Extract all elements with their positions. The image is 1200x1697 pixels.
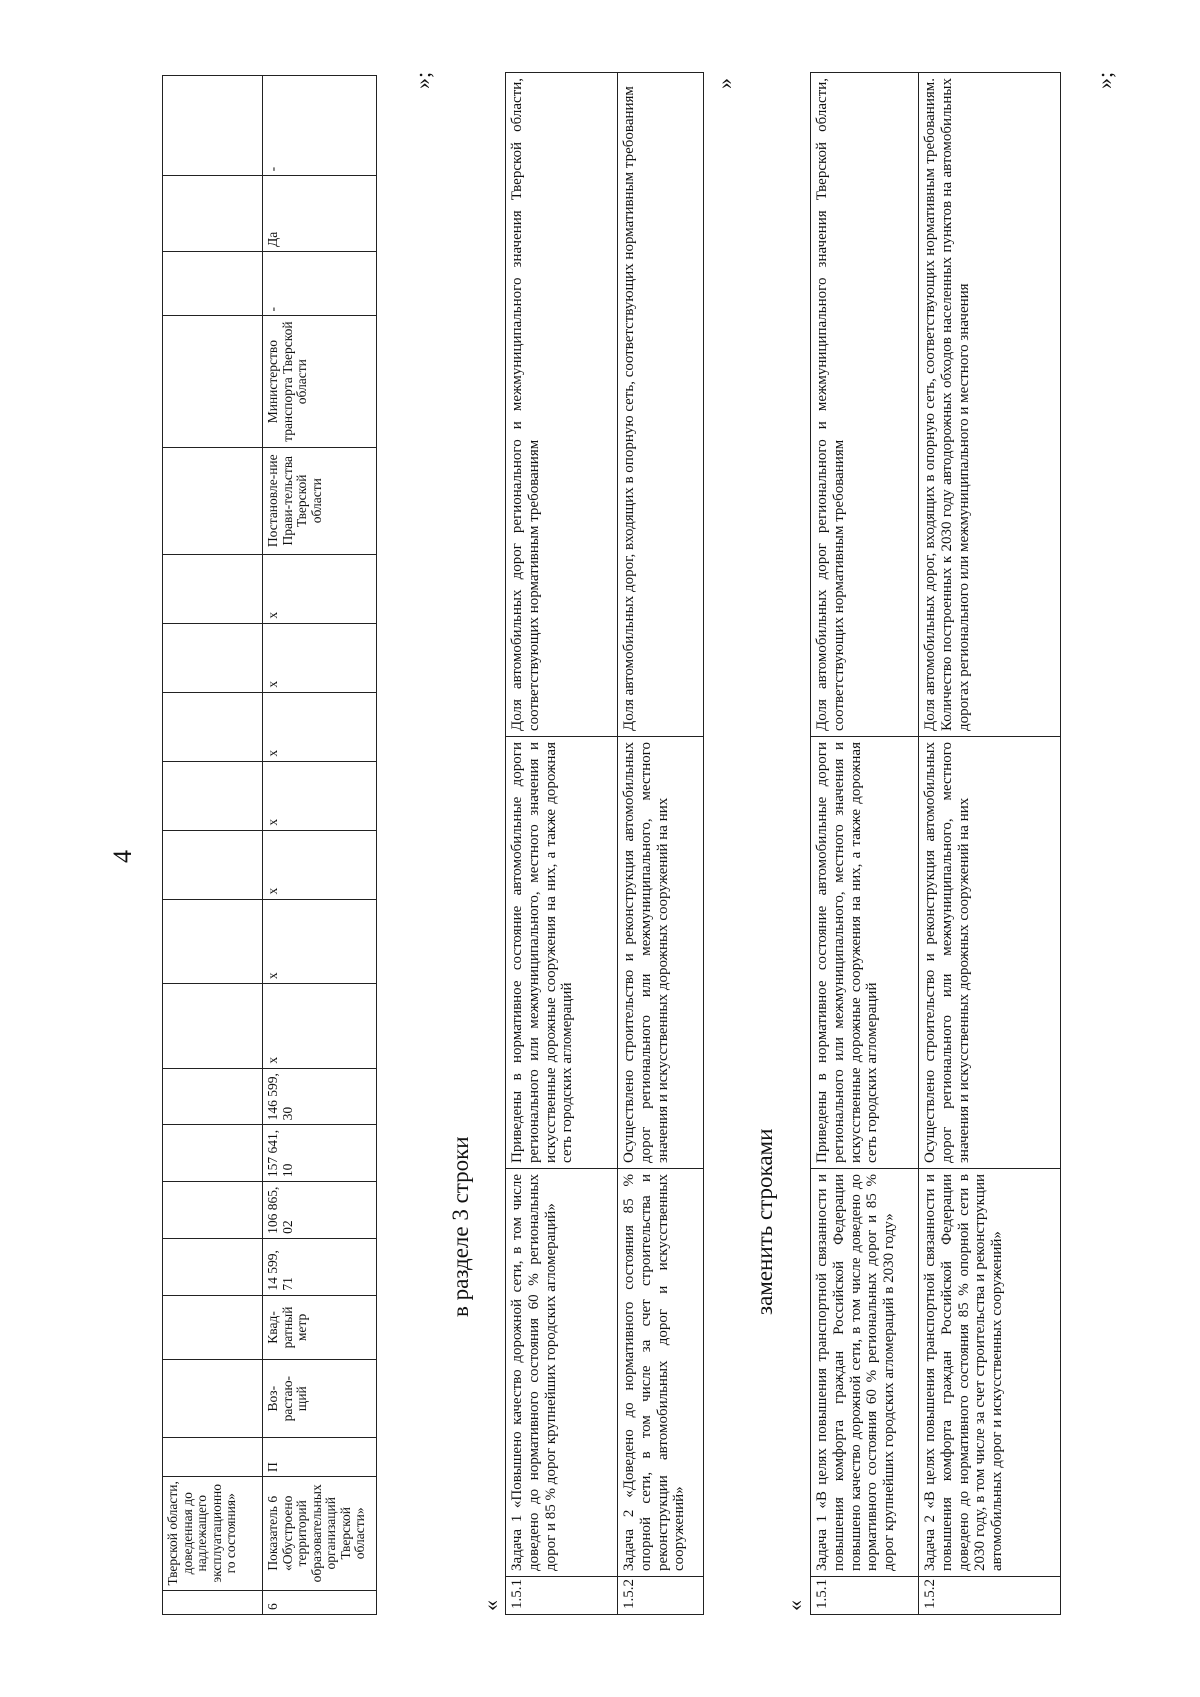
source-cell: Постановле-ние Прави-тельства Тверской области	[263, 447, 377, 554]
closing-quote: »;	[1092, 71, 1117, 89]
x-cell: х	[263, 623, 377, 692]
result-cell: Осуществлено строительство и реконструкция автомобильных дорог регионального или межмуниципального, местного значения и искусственных дорожных сооружений на них	[919, 737, 1061, 1169]
task-cell: Задача 1 «В целях повышения транспортной связанности и повышения комфорта граждан Российской Федерации повышено качество дорожной сети, в том числе доведено до нормативного состояния 60 % региональных дорог и 85 % дорог крупнейших городских агломераций в 2030 году»	[811, 1169, 919, 1577]
result-cell: Приведены в нормативное состояние автомобильные дороги регионального или межмуниципального, местного значения и искусственные дорожные сооружения на них, а также дорожная сеть городских агломераций	[506, 737, 618, 1169]
closing-quote: »	[712, 78, 737, 89]
value-cell: 106 865, 02	[263, 1182, 377, 1239]
task-cell: Задача 2 «В целях повышения транспортной связанности и повышения комфорта граждан Российской Федерации доведено до нормативного состояния 85 % опорной сети в 2030 году, в том числе за счет строительства и реконструкции автомобильных дорог и искусственных сооружений»	[919, 1169, 1061, 1577]
row-number: 1.5.2	[919, 1577, 1061, 1615]
x-cell: х	[263, 984, 377, 1069]
indicator-cell: Доля автомобильных дорог регионального и межмуниципального значения Тверской области, соответствующих нормативным требованиям	[506, 73, 618, 737]
page-number: 4	[108, 850, 137, 863]
row-number: 1.5.1	[811, 1577, 919, 1615]
opening-quote: «	[478, 1600, 503, 1611]
table-row	[263, 76, 377, 1615]
table-row	[163, 76, 263, 1615]
row-number: 1.5.2	[618, 1577, 704, 1615]
task-cell: Задача 2 «Доведено до нормативного состояния 85 % опорной сети, в том числе за счет строительства и реконструкции автомобильных дорог и искусственных сооружений»	[618, 1169, 704, 1577]
table-row	[618, 73, 704, 1615]
table-row	[811, 73, 919, 1615]
replace-heading: заменить строками	[752, 1128, 777, 1315]
responsible-cell: Министерство транспорта Тверской области	[263, 316, 377, 447]
result-cell: Осуществлено строительство и реконструкция автомобильных дорог регионального или межмуниципального, местного значения и искусственных дорожных сооружений на них	[618, 737, 704, 1169]
x-cell: х	[263, 554, 377, 623]
x-cell: х	[263, 830, 377, 899]
result-cell: Приведены в нормативное состояние автомобильные дороги регионального или межмуниципального, местного значения и искусственные дорожные сооружения на них, а также дорожная сеть городских агломераций	[811, 737, 919, 1169]
section-heading: в разделе 3 строки	[448, 1136, 473, 1317]
task-cell: Задача 1 «Повышено качество дорожной сети, в том числе доведено до нормативного состояния 60 % региональных дорог и 85 % дорог крупнейших городских агломераций»	[506, 1169, 618, 1577]
indicator-name-cell: Показатель 6 «Обустроено территорий образовательных организаций Тверской области»	[263, 1477, 377, 1591]
indicator-name-cell: Тверской области, доведенная до надлежащего эксплуатационно го состояния»	[163, 1477, 263, 1591]
value-cell: 157 641, 10	[263, 1125, 377, 1182]
opening-quote: «	[782, 1600, 807, 1611]
yes-cell: Да	[263, 176, 377, 252]
indicator-cell: Доля автомобильных дорог регионального и межмуниципального значения Тверской области, соответствующих нормативным требованиям	[811, 73, 919, 737]
dash-cell: -	[263, 251, 377, 316]
tasks-table-old	[505, 72, 704, 1615]
tasks-table-new	[810, 72, 1061, 1615]
value-cell: 146 599, 30	[263, 1068, 377, 1125]
x-cell: х	[263, 761, 377, 830]
table-row	[919, 73, 1061, 1615]
indicator-type: П	[263, 1438, 377, 1477]
table-row	[506, 73, 618, 1615]
indicators-table	[162, 75, 377, 1615]
unit-cell: Квад-ратный метр	[263, 1295, 377, 1360]
value-cell: 14 599, 71	[263, 1238, 377, 1295]
x-cell: х	[263, 899, 377, 984]
closing-quote: »;	[410, 71, 435, 89]
indicator-cell: Доля автомобильных дорог, входящих в опорную сеть, соответствующих нормативным требованиям. Количество построенных к 2030 году автодорожных обходов населенных пунктов на автомобильных дорогах регионального или межмуниципального и местного значения	[919, 73, 1061, 737]
indicator-cell: Доля автомобильных дорог, входящих в опорную сеть, соответствующих нормативным требованиям	[618, 73, 704, 737]
indicator-trend: Воз-растаю-щий	[263, 1360, 377, 1438]
x-cell: х	[263, 692, 377, 761]
dash-cell: -	[263, 76, 377, 176]
row-number: 1.5.1	[506, 1577, 618, 1615]
row-number: 6	[263, 1590, 377, 1614]
